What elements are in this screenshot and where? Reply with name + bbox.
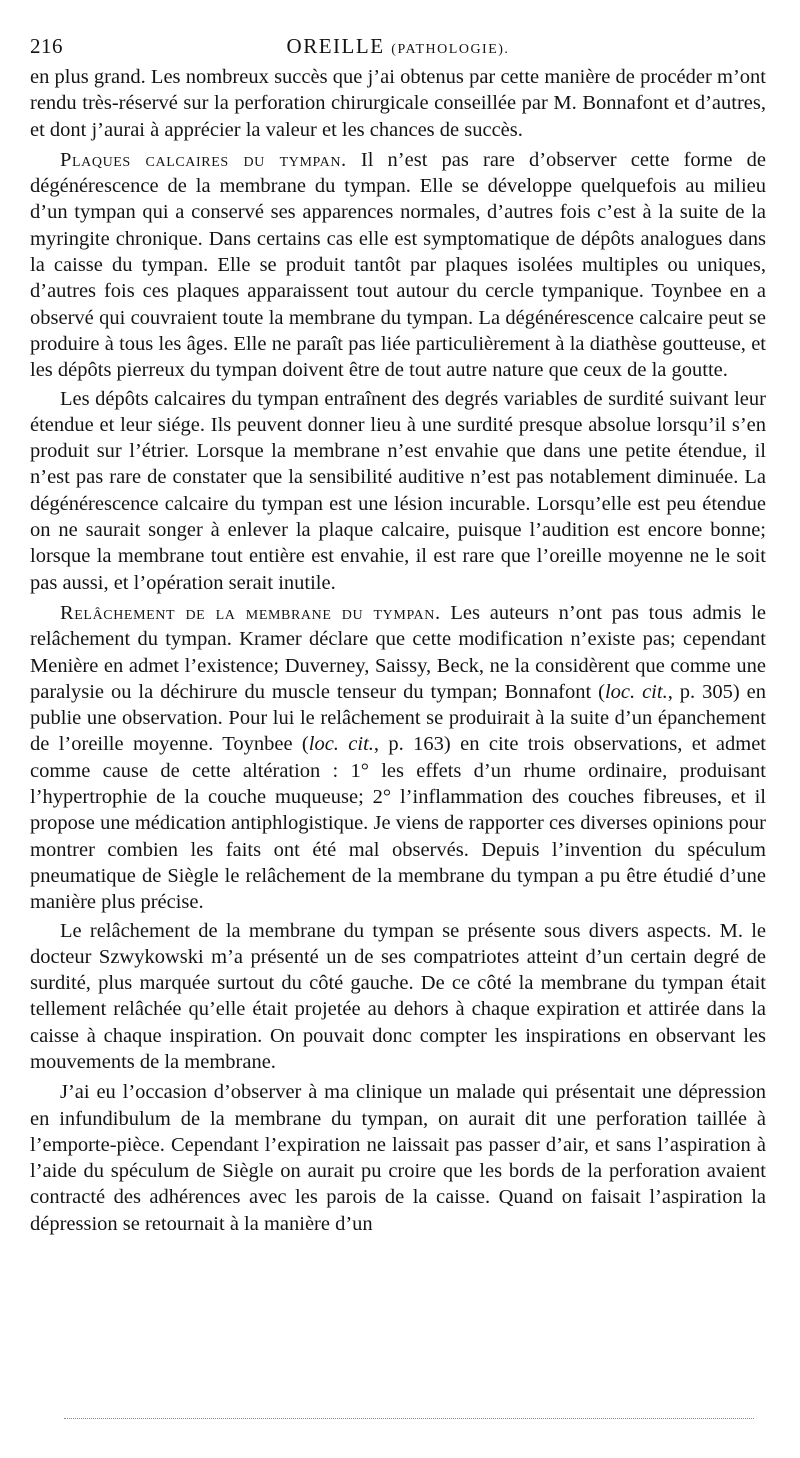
paragraph-aspects — [30, 918, 766, 1076]
paragraph-relachement — [30, 600, 766, 916]
paragraph-text: Le relâchement de la membrane du tympan se présente sous divers aspects. M. le docteur Szwykowski m’a présenté un de ses compatriotes atteint d’un certain degré de surdité, plus marquée surtout du côté gauche. De ce côté la membrane du tympan était tellement relâchée qu’elle était projetée au dehors à chaque expiration et attirée dans la caisse à chaque inspiration. On pouvait donc compter les inspirations en observant les mouvements de la membrane. — [30, 919, 766, 1073]
section-heading-relachement: Relâchement de la membrane du tympan. — [60, 601, 441, 624]
paragraph-clinique — [30, 1079, 766, 1237]
paragraph-plaques-calcaires — [30, 147, 766, 384]
paragraph-text: Il n’est pas rare d’observer cette forme de dégénérescence de la membrane du tympan. Elle se développe quelquefois au milieu d’un tympan qui a conservé ses apparences normales, d’autres fois c’est à la suite de la myringite chronique. Dans certains cas elle est symptomatique de dépôts analogues dans la caisse du tympan. Elle se produit tantôt par plaques isolées multiples ou uniques, d’autres fois ces plaques apparaissent tout autour du cercle tympanique. Toynbee en a observé qui couvraient toute la membrane du tympan. La dégénérescence calcaire peut se produire à tous les âges. Elle ne paraît pas liée particulièrement à la diathèse goutteuse, et les dépôts pierreux du tympan doivent être de tout autre nature que ceux de la goutte. — [30, 148, 766, 382]
running-title — [30, 34, 766, 59]
paragraph-text: Les auteurs n’ont pas tous admis le relâchement du tympan. Kramer déclare que cette modification n’existe pas; cependant Menière en admet l’existence; Duverney, Saissy, Beck, ne la considèrent que comme une paralysie ou la déchirure du muscle tenseur du tympan; Bonnafont ( — [30, 601, 766, 703]
paragraph-continuation — [30, 64, 766, 143]
citation-loc-cit: loc. cit. — [308, 733, 374, 756]
running-title-sub: (PATHOLOGIE). — [391, 42, 510, 57]
paragraph-text: , p. 163) en cite trois observations, et admet comme cause de cette altération : 1° les effets d’un rhume ordinaire, produisant l’hypertrophie de la couche muqueuse; 2° l’inflammation des couches fibreuses, et il propose une médication antiphlogistique. Je viens de rapporter ces diverses opinions pour montrer combien les faits ont été mal observés. Depuis l’invention du spéculum pneumatique de Siègle le relâchement de la membrane du tympan a pu être étudié d’une manière plus précise. — [30, 733, 767, 914]
paragraph-text: Les dépôts calcaires du tympan entraînent des degrés variables de surdité suivant leur étendue et leur siége. Ils peuvent donner lieu à une surdité presque absolue lorsqu’il s’en produit sur l’étrier. Lorsque la membrane n’est envahie que dans une petite étendue, il n’est pas rare de constater que la sensibilité auditive n’est pas notablement diminuée. La dégénérescence calcaire du tympan est une lésion incurable. Lorsqu’elle est peu étendue on ne saurait songer à enlever la plaque calcaire, puisque l’audition est encore bonne; lorsque la membrane tout entière est envahie, il est rare que l’oreille moyenne ne le soit pas aussi, et l’opération serait inutile. — [30, 387, 766, 594]
footer-dotted-rule — [64, 1418, 754, 1419]
paragraph-text: J’ai eu l’occasion d’observer à ma clinique un malade qui présentait une dépression en infundibulum de la membrane du tympan, on aurait dit une perforation taillée à l’emporte-pièce. Cependant l’expiration ne laissait pas passer d’air, et sans l’aspiration à l’aide du spéculum de Siègle on aurait pu croire que les bords de la perforation avaient contracté des adhérences avec les parois de la caisse. Quand on faisait l’aspiration la dépression se retournait à la manière d’un — [30, 1081, 766, 1235]
paragraph-text: , p. 305) en publie une observation. Pour lui le relâchement se produirait à la suite d’un épanchement de l’oreille moyenne. Toynbee ( — [30, 680, 766, 756]
page-number: 216 — [30, 34, 63, 58]
paragraph-depots-calcaires — [30, 386, 766, 596]
citation-loc-cit: loc. cit. — [604, 680, 668, 703]
running-head — [30, 28, 766, 64]
book-page — [30, 28, 766, 1237]
running-title-main: OREILLE — [286, 34, 385, 58]
paragraph-text: en plus grand. Les nombreux succès que j’ai obtenus par cette manière de procéder m’ont rendu très-réservé sur la perforation chirurgicale conseillée par M. Bonnafont et d’autres, et dont j’aurai à apprécier la valeur et les chances de succès. — [30, 66, 766, 141]
section-heading-plaques-calcaires: Plaques calcaires du tympan. — [60, 148, 347, 171]
